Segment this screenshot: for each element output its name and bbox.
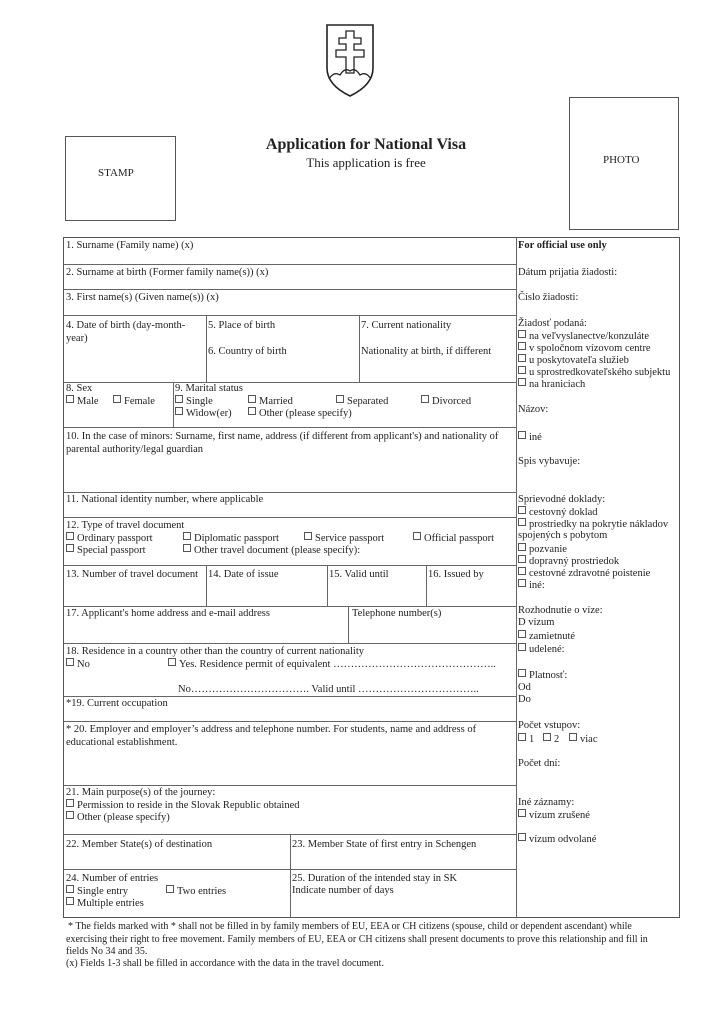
field-country-of-birth[interactable]: 6. Country of birth	[208, 346, 287, 357]
footnote-x: (x) Fields 1-3 shall be filled in accordance with the data in the travel document.	[66, 958, 384, 969]
checkbox[interactable]	[518, 555, 526, 563]
official-d-visa: D vízum	[518, 617, 555, 628]
official-divider	[516, 238, 517, 918]
option-label: Male	[77, 396, 99, 407]
divider	[64, 382, 516, 383]
option-label: prostriedky na pokrytie nákladov	[529, 519, 669, 530]
option-label: Female	[124, 396, 155, 407]
option-label: u poskytovateľa služieb	[529, 355, 629, 366]
official-other-records: Iné záznamy:	[518, 797, 575, 808]
option-label: Multiple entries	[77, 898, 144, 909]
checkbox[interactable]	[518, 630, 526, 638]
marital-other-option[interactable]	[248, 407, 352, 421]
divider	[426, 565, 427, 606]
field-current-nationality[interactable]: 7. Current nationality	[361, 320, 452, 331]
field-travel-document-type: 12. Type of travel document	[66, 520, 185, 531]
field-date-of-birth[interactable]: 4. Date of birth (day-month-year)	[66, 320, 186, 344]
checkbox[interactable]	[518, 342, 526, 350]
divider	[206, 565, 207, 606]
option-label: na veľvyslanectve/konzuláte	[529, 331, 650, 342]
field-duration-of-stay[interactable]: 25. Duration of the intended stay in SK	[292, 873, 458, 884]
divider	[290, 834, 291, 918]
official-use-heading: For official use only	[518, 240, 607, 251]
divider	[64, 264, 516, 265]
option-label: Diplomatic passport	[194, 533, 279, 544]
visa-revoked-option[interactable]	[518, 833, 596, 847]
option-label: 1	[529, 734, 535, 745]
option-label: cestovné zdravotné poistenie	[529, 568, 651, 579]
option-label: Widow(er)	[186, 408, 232, 419]
option-label: zamietnuté	[529, 631, 576, 642]
duration-hint: Indicate number of days	[292, 885, 394, 896]
checkbox[interactable]	[66, 799, 74, 807]
field-residence-other-country: 18. Residence in a country other than the country of current nationality	[66, 646, 364, 657]
field-travel-document-number[interactable]: 13. Number of travel document	[66, 569, 199, 580]
checkbox[interactable]	[518, 378, 526, 386]
official-visa-decision: Rozhodnutie o víze:	[518, 605, 603, 616]
purpose-other-option[interactable]	[66, 811, 170, 825]
doc-other-option[interactable]	[518, 579, 545, 593]
validity-from: Od	[518, 682, 531, 693]
field-destination-states[interactable]: 22. Member State(s) of destination	[66, 839, 213, 850]
checkbox[interactable]	[518, 506, 526, 514]
official-name: Názov:	[518, 404, 549, 415]
field-surname-at-birth[interactable]: 2. Surname at birth (Former family name(s)) (x)	[66, 267, 269, 278]
option-label: Platnosť:	[529, 670, 568, 681]
photo-label: PHOTO	[603, 154, 640, 166]
checkbox[interactable]	[66, 395, 74, 403]
option-label: Service passport	[315, 533, 385, 544]
option-label: No	[77, 659, 90, 670]
option-label: vízum odvolané	[529, 834, 597, 845]
official-entries-count: Počet vstupov:	[518, 720, 581, 731]
field-sex: 8. Sex	[66, 383, 93, 394]
checkbox[interactable]	[248, 407, 256, 415]
divider	[359, 315, 360, 382]
divider	[64, 721, 516, 722]
checkbox[interactable]	[518, 543, 526, 551]
checkbox[interactable]	[66, 658, 74, 666]
checkbox[interactable]	[66, 544, 74, 552]
checkbox[interactable]	[166, 885, 174, 893]
entries-2-option[interactable]	[543, 733, 559, 747]
divider	[327, 565, 328, 606]
field-nationality-at-birth[interactable]: Nationality at birth, if different	[361, 346, 492, 357]
field-valid-until[interactable]: 15. Valid until	[329, 569, 389, 580]
official-supporting-docs: Sprievodné doklady:	[518, 494, 606, 505]
field-date-of-issue[interactable]: 14. Date of issue	[208, 569, 279, 580]
photo-box	[569, 97, 679, 230]
doc-special-option[interactable]	[66, 544, 146, 558]
field-current-occupation[interactable]: *19. Current occupation	[66, 698, 168, 709]
checkbox[interactable]	[413, 532, 421, 540]
divider	[173, 382, 174, 427]
checkbox[interactable]	[113, 395, 121, 403]
option-label: iné:	[529, 580, 545, 591]
page-subtitle: This application is free	[306, 155, 426, 170]
validity-to: Do	[518, 694, 531, 705]
divider	[64, 785, 516, 786]
checkbox[interactable]	[66, 811, 74, 819]
field-main-purpose: 21. Main purpose(s) of the journey:	[66, 787, 216, 798]
option-label: Yes. Residence permit of equivalent ………………………………………..	[179, 659, 496, 670]
checkbox[interactable]	[175, 395, 183, 403]
option-label: Special passport	[77, 545, 146, 556]
checkbox[interactable]	[569, 733, 577, 741]
checkbox[interactable]	[66, 885, 74, 893]
checkbox[interactable]	[66, 532, 74, 540]
field-employer[interactable]: * 20. Employer and employer’s address and telephone number. For students, name and address of educational establishment.	[66, 724, 477, 748]
marital-widow-option[interactable]	[175, 407, 232, 421]
option-label: Other travel document (please specify):	[194, 545, 361, 556]
checkbox[interactable]	[421, 395, 429, 403]
divider	[64, 427, 516, 428]
checkbox[interactable]	[66, 897, 74, 905]
checkbox[interactable]	[518, 354, 526, 362]
residence-no-option[interactable]	[66, 658, 90, 672]
official-handled-by: Spis vybavuje:	[518, 456, 581, 467]
footnote-asterisk: * The fields marked with * shall not be filled in by family members of EU, EEA or CH citizens (spouse, child or dependent ascendant) while exercising their right to free movement. Family members of EU, EEA or CH citizens shall present documents to prove this relationship and fill in fields No 34 and 35.	[66, 921, 648, 957]
checkbox[interactable]	[518, 330, 526, 338]
checkbox[interactable]	[183, 544, 191, 552]
option-label: Married	[259, 396, 293, 407]
checkbox[interactable]	[518, 833, 526, 841]
divider	[64, 517, 516, 518]
doc-other-option[interactable]	[183, 544, 360, 558]
marital-divorced-option[interactable]	[421, 395, 471, 409]
checkbox[interactable]	[168, 658, 176, 666]
validity-option[interactable]	[518, 669, 567, 683]
field-surname[interactable]: 1. Surname (Family name) (x)	[66, 240, 194, 251]
option-label: Separated	[347, 396, 389, 407]
divider	[64, 565, 516, 566]
entries-more-option[interactable]	[569, 733, 598, 747]
option-label: u sprostredkovateľského subjektu	[529, 367, 671, 378]
option-label: Single	[186, 396, 213, 407]
field-minors-guardian[interactable]: 10. In the case of minors: Surname, first name, address (if different from applicant's) and nationality of parental authority/legal guardian	[66, 431, 499, 455]
option-label: Two entries	[177, 886, 227, 897]
field-national-id[interactable]: 11. National identity number, where applicable	[66, 494, 264, 505]
checkbox[interactable]	[183, 532, 191, 540]
option-label: dopravný prostriedok	[529, 556, 620, 567]
option-label: Official passport	[424, 533, 495, 544]
field-telephone[interactable]: Telephone number(s)	[352, 608, 442, 619]
submitted-border-option[interactable]	[518, 378, 585, 392]
page-title: Application for National Visa	[265, 136, 467, 153]
checkbox[interactable]	[518, 366, 526, 374]
field-place-of-birth[interactable]: 5. Place of birth	[208, 320, 276, 331]
stamp-label: STAMP	[98, 167, 134, 179]
divider	[64, 643, 516, 644]
field-first-names[interactable]: 3. First name(s) (Given name(s)) (x)	[66, 292, 219, 303]
official-days-count: Počet dní:	[518, 758, 561, 769]
doc-means-continued: spojených s pobytom	[518, 530, 608, 541]
residence-permit-number-valid[interactable]: No……………………………. Valid until ……………………………..	[178, 684, 479, 695]
checkbox[interactable]	[518, 567, 526, 575]
official-application-number: Číslo žiadosti:	[518, 292, 579, 303]
checkbox[interactable]	[518, 733, 526, 741]
option-label: Divorced	[432, 396, 472, 407]
option-label: Other (please specify)	[77, 812, 170, 823]
option-label: viac	[580, 734, 598, 745]
checkbox[interactable]	[518, 669, 526, 677]
field-home-address[interactable]: 17. Applicant's home address and e-mail address	[66, 608, 270, 619]
decision-issued-option[interactable]	[518, 643, 565, 657]
official-submitted-at: Žiadosť podaná:	[518, 318, 587, 329]
option-label: cestovný doklad	[529, 507, 598, 518]
divider	[206, 315, 207, 382]
checkbox[interactable]	[518, 579, 526, 587]
option-label: vízum zrušené	[529, 810, 590, 821]
checkbox[interactable]	[543, 733, 551, 741]
option-label: Other (please specify)	[259, 408, 352, 419]
entries-two-option[interactable]	[166, 885, 226, 899]
checkbox[interactable]	[336, 395, 344, 403]
field-first-entry-state[interactable]: 23. Member State of first entry in Schengen	[292, 839, 477, 850]
checkbox[interactable]	[248, 395, 256, 403]
entries-multiple-option[interactable]	[66, 897, 144, 911]
option-label: na hraniciach	[529, 379, 586, 390]
residence-yes-option[interactable]	[168, 658, 496, 672]
divider	[348, 606, 349, 643]
checkbox[interactable]	[518, 809, 526, 817]
option-label: pozvanie	[529, 544, 567, 555]
decision-refused-option[interactable]	[518, 630, 575, 644]
option-label: udelené:	[529, 644, 565, 655]
option-label: v spoločnom vízovom centre	[529, 343, 651, 354]
entries-1-option[interactable]	[518, 733, 534, 747]
option-label: 2	[554, 734, 560, 745]
field-marital-status: 9. Marital status	[175, 383, 243, 394]
official-date-received: Dátum prijatia žiadosti:	[518, 267, 618, 278]
doc-official-option[interactable]	[413, 532, 494, 546]
divider	[64, 606, 516, 607]
divider	[64, 289, 516, 290]
submitted-other-option[interactable]	[518, 431, 542, 445]
field-issued-by[interactable]: 16. Issued by	[428, 569, 484, 580]
option-label: Single entry	[77, 886, 129, 897]
visa-cancelled-option[interactable]	[518, 809, 590, 823]
checkbox[interactable]	[518, 518, 526, 526]
divider	[64, 315, 516, 316]
checkbox[interactable]	[175, 407, 183, 415]
checkbox[interactable]	[518, 431, 526, 439]
sex-male-option[interactable]	[66, 395, 99, 409]
field-number-of-entries: 24. Number of entries	[66, 873, 159, 884]
slovak-coat-of-arms-icon	[325, 23, 375, 98]
option-label: Permission to reside in the Slovak Republic obtained	[77, 800, 300, 811]
checkbox[interactable]	[518, 643, 526, 651]
checkbox[interactable]	[304, 532, 312, 540]
divider	[64, 492, 516, 493]
option-label: Ordinary passport	[77, 533, 153, 544]
option-label: iné	[529, 432, 542, 443]
sex-female-option[interactable]	[113, 395, 155, 409]
